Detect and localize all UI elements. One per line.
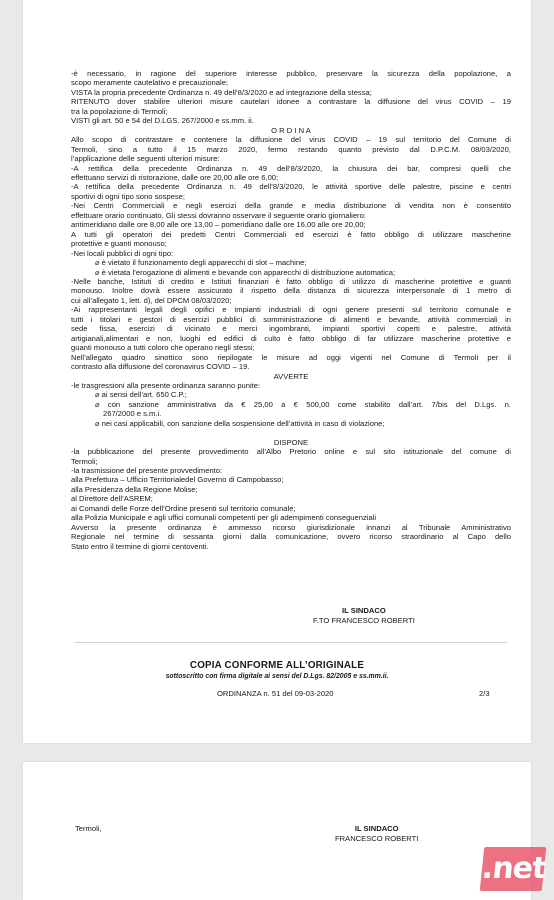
text-line: monouso. Inoltre dovrà essere assicurato il rispetto della distanza di sicurezza interpersonale di 1 metro di [71, 286, 511, 296]
ordinance-reference: ORDINANZA n. 51 del 09-03-2020 [217, 689, 334, 698]
text-line: alla Presidenza della Regione Molise; [71, 484, 198, 494]
section-heading-avverte: AVVERTE [273, 371, 309, 381]
text-line: -A rettifica della precedente Ordinanza n. 49 dell’8/3/2020, la chiusura dei bar, compresi quelli che [71, 163, 511, 173]
text-line: -A rettifica della precedente Ordinanza n. 49 dell’8/3/2020, le attività sportive delle palestre, piscine e centri [71, 182, 511, 192]
ordinance-body [71, 69, 511, 551]
signature-title: IL SINDACO [354, 824, 399, 833]
text-line: Stato entro il termine di giorni centoventi. [71, 541, 209, 551]
signature-title: IL SINDACO [342, 606, 386, 615]
text-line: Allo scopo di contrastare e contenere la diffusione del virus COVID – 19 sul territorio del Comune di [71, 135, 511, 145]
text-line: sede fissa, esercizi di vicinato e merci ingombranti, impianti sportivi coperti e palestre, attività [71, 324, 511, 334]
bullet-item: ⌀ ai sensi dell’art. 650 C.P.; [95, 390, 187, 400]
text-line: -le trasgressioni alla presente ordinanza saranno punite: [71, 380, 261, 390]
text-line: sportivi di ogni tipo sono sospese; [71, 191, 185, 201]
bullet-continuation: 267/2000 e s.m.i. [103, 409, 162, 419]
text-line: Nell’allegato quadro sinottico sono riepilogate le misure ad oggi vigenti nel Comune di Termoli per il [71, 352, 511, 362]
text-line: effettuare orario continuato. Gli stessi dovranno osservare il seguente orario giornaliero: [71, 210, 366, 220]
text-line: tra la popolazione di Termoli; [71, 106, 168, 116]
certified-copy-title: COPIA CONFORME ALL’ORIGINALE [189, 660, 365, 671]
text-line: -Ai rappresentanti legali degli opifici e impianti industriali di ogni genere presenti sul territorio comunale e [71, 305, 511, 315]
bullet-item: ⌀ nei casi applicabili, con sanzione della sospensione dell’attività in caso di violazione; [95, 418, 385, 428]
certified-copy-subtitle: sottoscritto con firma digitale ai sensi del D.Lgs. 82/2005 e ss.mm.ii. [165, 673, 389, 680]
text-line: Termoli, sino a tutto il 15 marzo 2020, fermo restando quanto previsto dal D.P.C.M. 08/03/2020, [71, 144, 511, 154]
text-line: -la pubblicazione del presente provvedimento all’Albo Pretorio online e sul sito istituzionale del comune di [71, 447, 511, 457]
signature-block [335, 824, 418, 844]
text-line: protettive e guanti monouso; [71, 239, 167, 249]
text-line: -Nelle banche, Istituti di credito e Istituti finanziari è fatto obbligo di utilizzo di mascherine protettive e guanti [71, 276, 511, 286]
document-page-2 [23, 0, 531, 743]
text-line: ai Comandi delle Forze dell’Ordine presenti sul territorio comunale; [71, 503, 296, 513]
text-line: VISTA la propria precedente Ordinanza n. 49 dell’8/3/2020 e ad integrazione della stessa; [71, 87, 372, 97]
text-line: effettuano servizi di ristorazione, dalle ore 20,00 alle ore 6,00; [71, 172, 279, 182]
text-line: guanti monouso a tutti coloro che operano negli stessi; [71, 343, 255, 353]
text-line: antimeridiano dalle ore 8,00 alle ore 13,00 – pomeridiano dalle ore 16,00 alle ore 20,00; [71, 220, 366, 230]
document-page-3 [23, 762, 531, 900]
blank-line [71, 428, 511, 437]
text-line: VISTI gli art. 50 e 54 del D.LGS. 267/2000 e ss.mm. ii. [71, 116, 254, 126]
text-line: l’applicazione delle seguenti ulteriori misure: [71, 154, 220, 164]
text-line: RITENUTO dover stabilire ulteriori misure cautelari idonee a contrastare la diffusione del virus COVID – 19 [71, 97, 511, 107]
divider [75, 642, 507, 643]
section-heading-dispone: DISPONE [273, 437, 309, 447]
section-heading-ordina: O R D I N A [271, 125, 311, 135]
text-line: cui all’allegato 1, lett. d), del DPCM 08/03/2020; [71, 295, 232, 305]
text-line: A tutti gli operatori dei predetti Centri Commerciali ed esercizi è fatto obbligo di utilizzare mascherine [71, 229, 511, 239]
signature-block [313, 606, 415, 625]
watermark-logo: .net [480, 847, 547, 891]
page-number: 2/3 [479, 689, 490, 698]
text-line: -Nei Centri Commerciali e negli esercizi della grande e media distribuzione di vendita non è consentito [71, 201, 511, 211]
text-line: alla Polizia Municipale e agli uffici comunali competenti per gli adempimenti conseguenziali [71, 513, 377, 523]
place-line: Termoli, [75, 824, 102, 833]
text-line: -Nei locali pubblici di ogni tipo: [71, 248, 174, 258]
signature-name: FRANCESCO ROBERTI [335, 834, 419, 843]
text-line: contrasto alla diffusione del coronavirus COVID – 19. [71, 362, 250, 372]
text-line: scopo meramente cautelativo e precauzionale; [71, 78, 229, 88]
text-line: artigianali,alimentari e non, luoghi ed edifici di culto è fatto obbligo di far utilizzare mascherine protettive e [71, 333, 511, 343]
bullet-item: ⌀ con sanzione amministrativa da € 25,00 a € 500,00 come stabilito dall’art. 7/bis del D.Lgs. n. [95, 399, 511, 409]
bullet-item: ⌀ è vietata l’erogazione di alimenti e bevande con apparecchi di distribuzione automatica; [95, 267, 396, 277]
text-line: tutti i titolari e gestori di esercizi pubblici di somministrazione di alimenti e bevande, attività commerciali in [71, 314, 511, 324]
text-line: Avverso la presente ordinanza è ammesso ricorso giurisdizionale innanzi al Tribunale Amministrativo [71, 522, 511, 532]
text-line: Regionale nel termine di sessanta giorni dalla comunicazione, ovvero ricorso straordinario al Capo dello [71, 532, 511, 542]
signature-name: F.TO FRANCESCO ROBERTI [313, 615, 415, 625]
text-line: Termoli; [71, 456, 98, 466]
text-line: -è necessario, in ragione del superiore interesse pubblico, preservare la sicurezza della popolazione, a [71, 69, 511, 78]
text-line: alla Prefettura – Ufficio Territorialedel Governo di Campobasso; [71, 475, 284, 485]
text-line: al Direttore dell’ASREM; [71, 494, 153, 504]
text-line: -la trasmissione del presente provvedimento: [71, 466, 223, 476]
bullet-item: ⌀ è vietato il funzionamento degli apparecchi di slot – machine; [95, 258, 307, 268]
